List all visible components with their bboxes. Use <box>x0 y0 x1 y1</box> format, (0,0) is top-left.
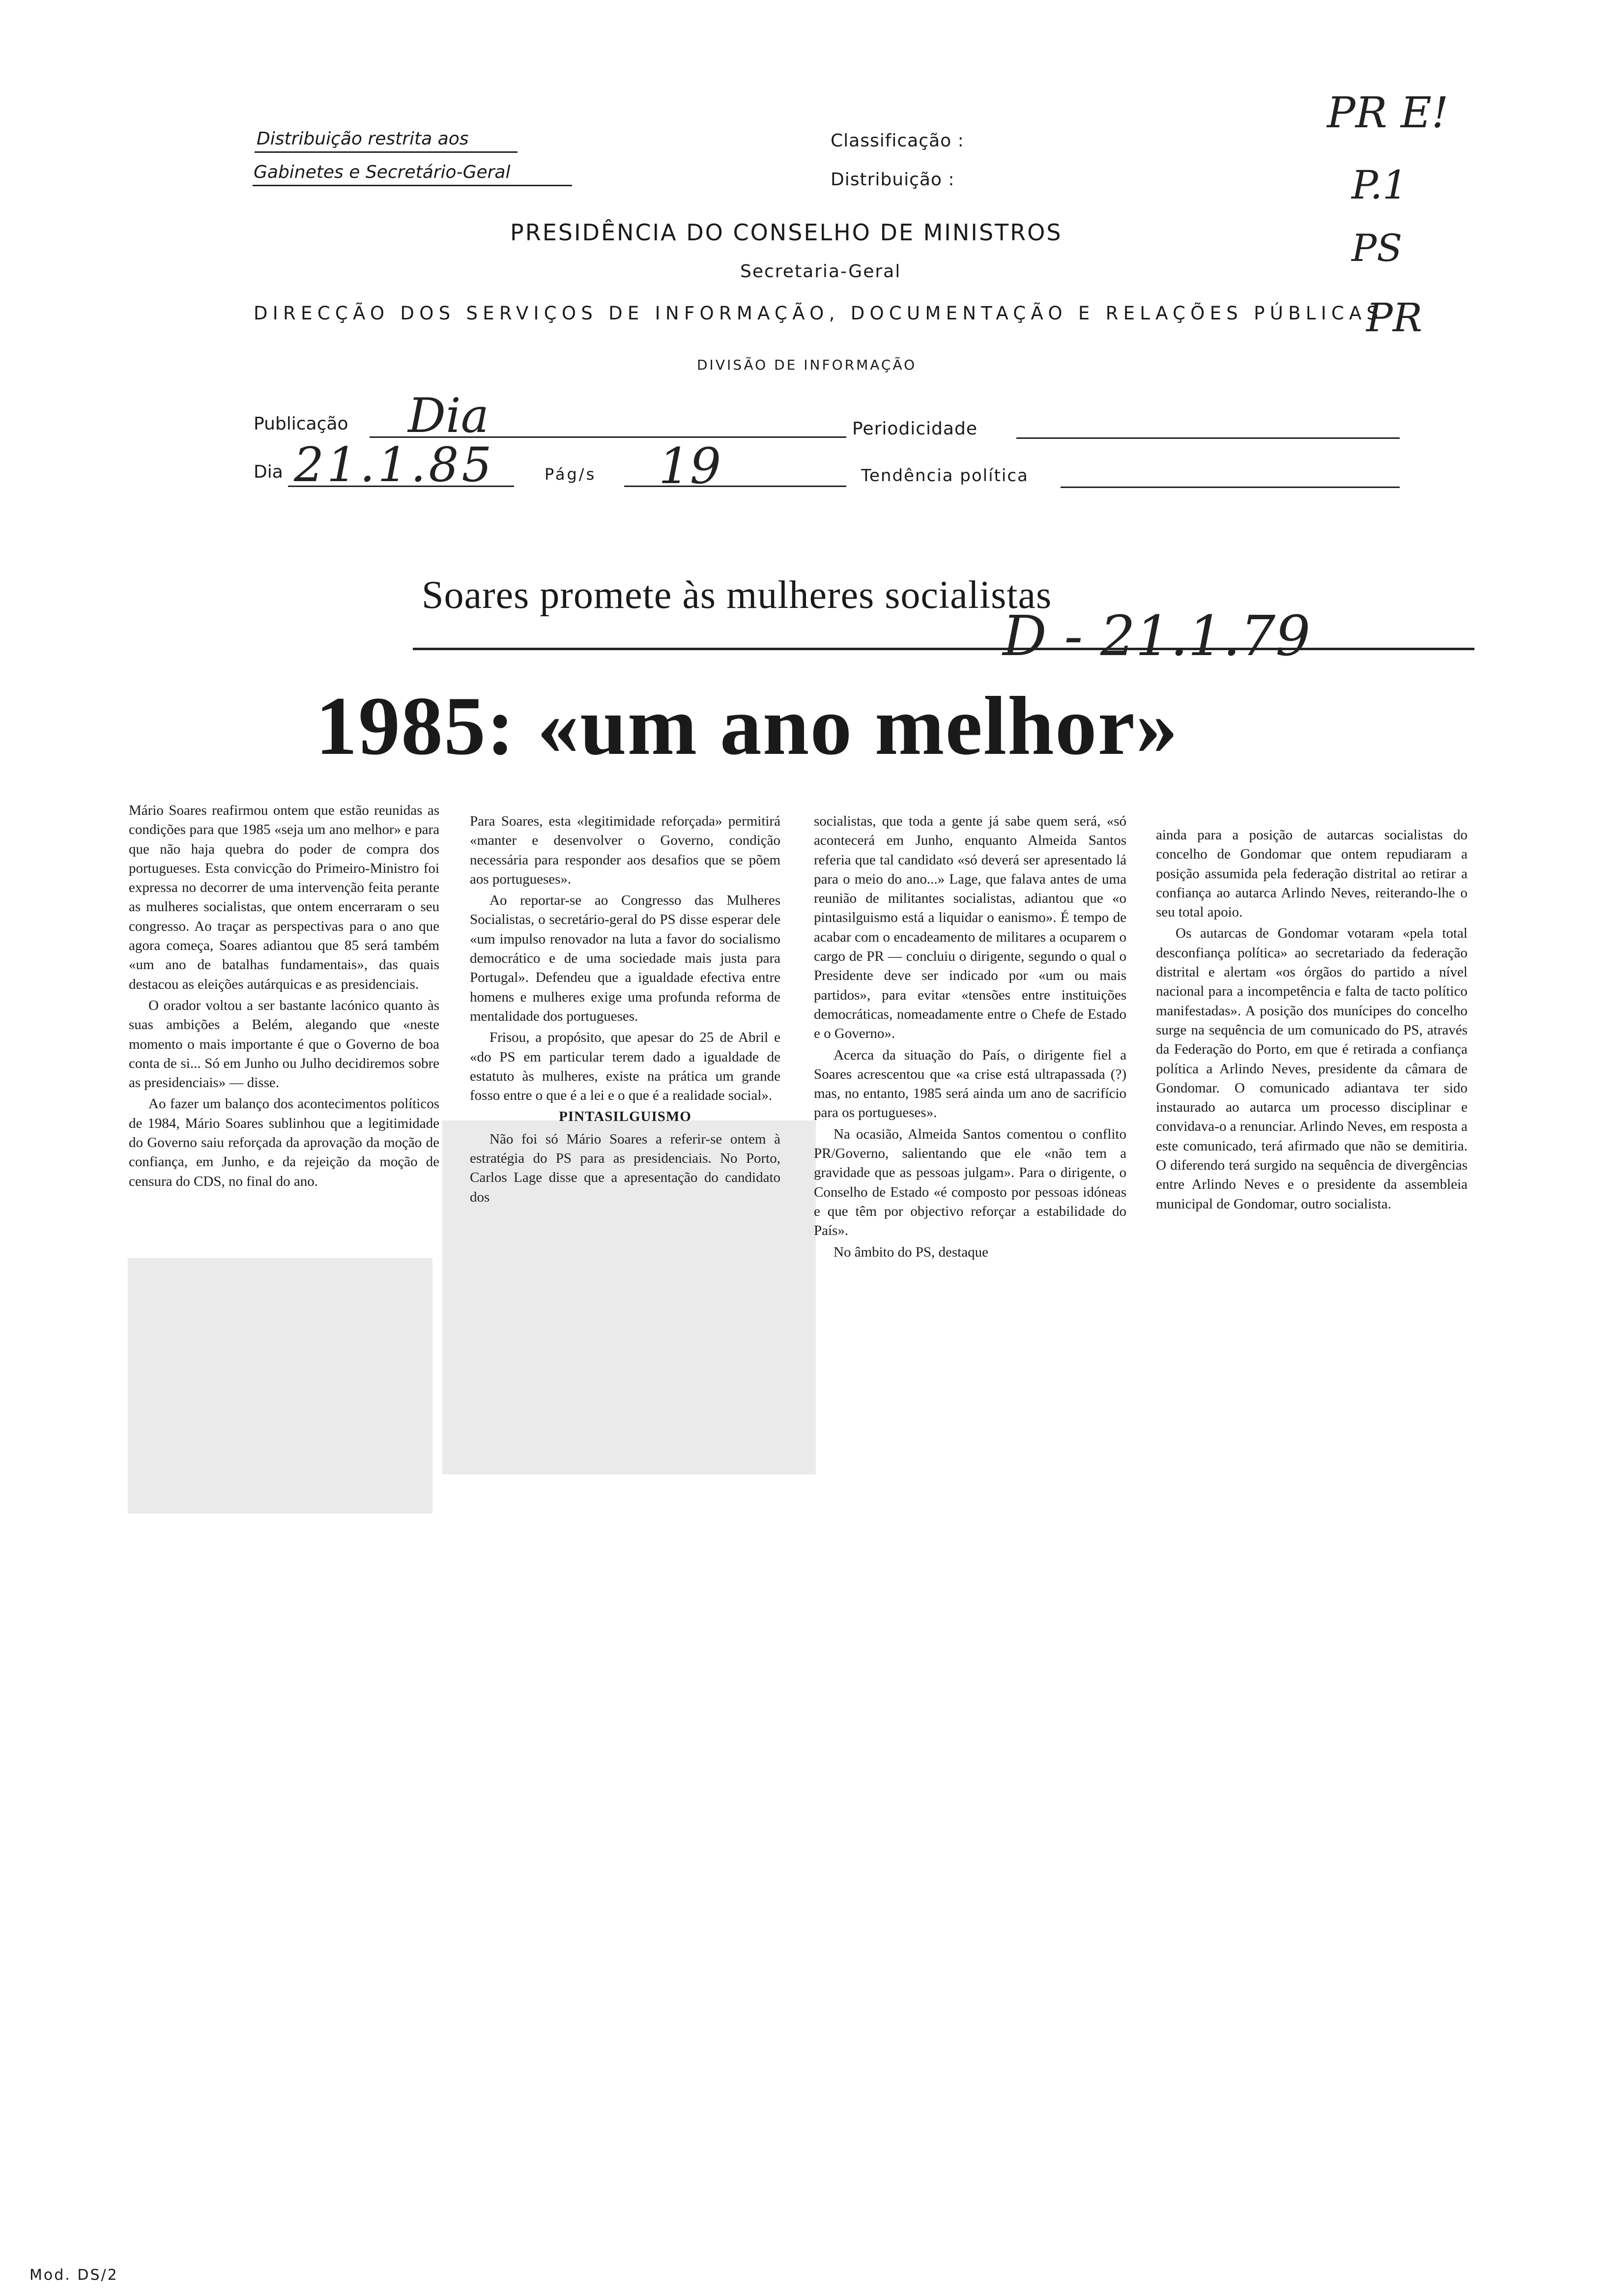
paragraph: ainda para a posição de autarcas socialistas do concelho de Gondomar que ontem repudiaram a posição assumida pela federação distrital ao retirar a confiança ao autarca Arlindo Neves, reiterando-lhe o seu total apoio. <box>1156 827 1468 920</box>
handwritten-note: P.1 <box>1352 162 1408 208</box>
underline <box>255 151 518 153</box>
periodicity-line <box>1016 437 1400 439</box>
handwritten-note: PR E! <box>1327 88 1449 138</box>
underline <box>253 185 572 186</box>
paragraph: Para Soares, esta «legitimidade reforçada» permitirá «manter e desenvolver o Governo, condição necessária para responder aos desafios que se põem aos portugueses». <box>470 813 780 887</box>
subheading: PINTASILGUISMO <box>559 1109 691 1125</box>
restricted-distribution-line2: Gabinetes e Secretário-Geral <box>254 162 511 182</box>
article-column-4 <box>1156 826 1468 1710</box>
article-headline: 1985: «um ano melhor» <box>316 680 1179 772</box>
paragraph: Mário Soares reafirmou ontem que estão reunidas as condições para que 1985 «seja um ano melhor» e para que não haja quebra do poder de compra dos portugueses. Esta convicção do Primeiro-Ministro foi expressa no decorrer de uma intervenção feita perante as mulheres socialistas, que ontem encerraram o seu congresso. Ao traçar as perspectivas para o ano que agora começa, Soares adiantou que 85 será também «um ano de batalhas fundamentais», das quais destacou as eleições autárquicas e as presidenciais. <box>129 803 439 992</box>
paragraph: O orador voltou a ser bastante lacónico quanto às suas ambições a Belém, alegando que «neste momento o mais importante é que o Governo de boa conta de si... Só em Junho ou Julho decidiremos sobre as presidenciais» — disse. <box>129 997 439 1091</box>
photocopy-smudge <box>442 1120 816 1474</box>
directorate: DIRECÇÃO DOS SERVIÇOS DE INFORMAÇÃO, DOCUMENTAÇÃO E RELAÇÕES PÚBLICAS <box>254 303 1383 324</box>
secretariat: Secretaria-Geral <box>740 261 901 282</box>
handwritten-note: PS <box>1352 226 1403 270</box>
rule <box>413 648 1474 650</box>
distribution-label: Distribuição : <box>831 170 955 190</box>
page-label: Pág/s <box>545 465 597 484</box>
form-code: Mod. DS/2 <box>29 2267 118 2284</box>
paragraph: Acerca da situação do País, o dirigente fiel a Soares acrescentou que «a crise está ultrapassada (?) mas, no entanto, 1985 será ainda um ano de sacrifício para os portugueses». <box>814 1047 1126 1121</box>
article-column-3 <box>814 812 1126 1711</box>
paragraph: Frisou, a propósito, que apesar do 25 de Abril e «do PS em particular terem dado a igualdade de estatuto às mulheres, existe na prática um grande fosso entre o que é a lei e o que é a realidade social». <box>470 1030 780 1104</box>
paragraph: Ao fazer um balanço dos acontecimentos políticos de 1984, Mário Soares sublinhou que a legitimidade do Governo saiu reforçada da aprovação da moção de confiança, em Junho, e da rejeição da moção de censura do CDS, no final do ano. <box>129 1096 439 1189</box>
division: DIVISÃO DE INFORMAÇÃO <box>697 357 917 373</box>
political-trend-line <box>1061 487 1400 488</box>
handwritten-title-note: D - 21.1.79 <box>1003 604 1311 668</box>
classification-label: Classificação : <box>831 131 964 151</box>
paragraph: Não foi só Mário Soares a referir-se ontem à estratégia do PS para as presidenciais. No Porto, Carlos Lage disse que a apresentação do candidato dos <box>470 1131 780 1205</box>
restricted-distribution-line1: Distribuição restrita aos <box>257 129 469 149</box>
paragraph: socialistas, que toda a gente já sabe quem será, «só acontecerá em Junho, enquanto Almeida Santos referia que tal candidato «só deverá ser apresentado lá para o meio do ano...» Lage, que falava antes de uma reunião de militantes socialistas, adiantou que «o pintasilguismo está a liquidar o eanismo». É tempo de acabar com o encadeamento de militares a ocuparem o cargo de PR — concluiu o dirigente, segundo o qual o Presidente deve ser indicado por «um ou mais partidos», para evitar «tensões entre instituições democráticas, nomeadamente entre o Chefe de Estado e o Governo». <box>814 813 1126 1042</box>
page-value: 19 <box>659 437 721 495</box>
paragraph: Ao reportar-se ao Congresso das Mulheres Socialistas, o secretário-geral do PS disse esperar dele «um impulso renovador na luta a favor do socialismo democrático e de uma sociedade mais justa para Portugal». Defendeu que a igualdade efectiva entre homens e mulheres exige uma profunda reforma de mentalidade dos portugueses. <box>470 892 780 1024</box>
page-line <box>624 486 846 487</box>
day-value: 21.1.85 <box>294 437 495 492</box>
paragraph: No âmbito do PS, destaque <box>834 1244 988 1260</box>
publication-value: Dia <box>408 388 489 443</box>
paragraph: Os autarcas de Gondomar votaram «pela total desconfiança política» ao secretariado da federação distrital e alertam «os órgãos do partido a nível nacional para a incompetência e falta de tacto político manifestadas». A posição dos munícipes do concelho surge na sequência de um comunicado do PS, através da Federação do Porto, em que é retirada a confiança política a Arlindo Neves, presidente da câmara de Gondomar. O comunicado adiantava ter sido instaurado ao autarca um processo disciplinar e convidava-o a renunciar. Arlindo Neves, em resposta a este comunicado, terá afirmado que não se demitiria. O diferendo terá surgido na sequência de divergências entre Arlindo Neves e o presidente da assembleia municipal de Gondomar, outro socialista. <box>1156 925 1468 1212</box>
periodicity-label: Periodicidade <box>852 419 978 439</box>
presidency-title: PRESIDÊNCIA DO CONSELHO DE MINISTROS <box>510 219 1063 246</box>
political-trend-label: Tendência política <box>861 466 1029 486</box>
photocopy-smudge <box>128 1258 432 1514</box>
paragraph: Na ocasião, Almeida Santos comentou o conflito PR/Governo, salientando que ele «não tem a gravidade que as pessoas julgam». Para o dirigente, o Conselho de Estado «é composto por pessoas idóneas e que têm por objectivo reforçar a estabilidade do País». <box>814 1126 1126 1239</box>
handwritten-note: PR <box>1366 295 1423 341</box>
article-kicker: Soares promete às mulheres socialistas <box>422 574 1052 617</box>
day-label: Dia <box>254 462 283 482</box>
publication-label: Publicação <box>254 414 348 434</box>
